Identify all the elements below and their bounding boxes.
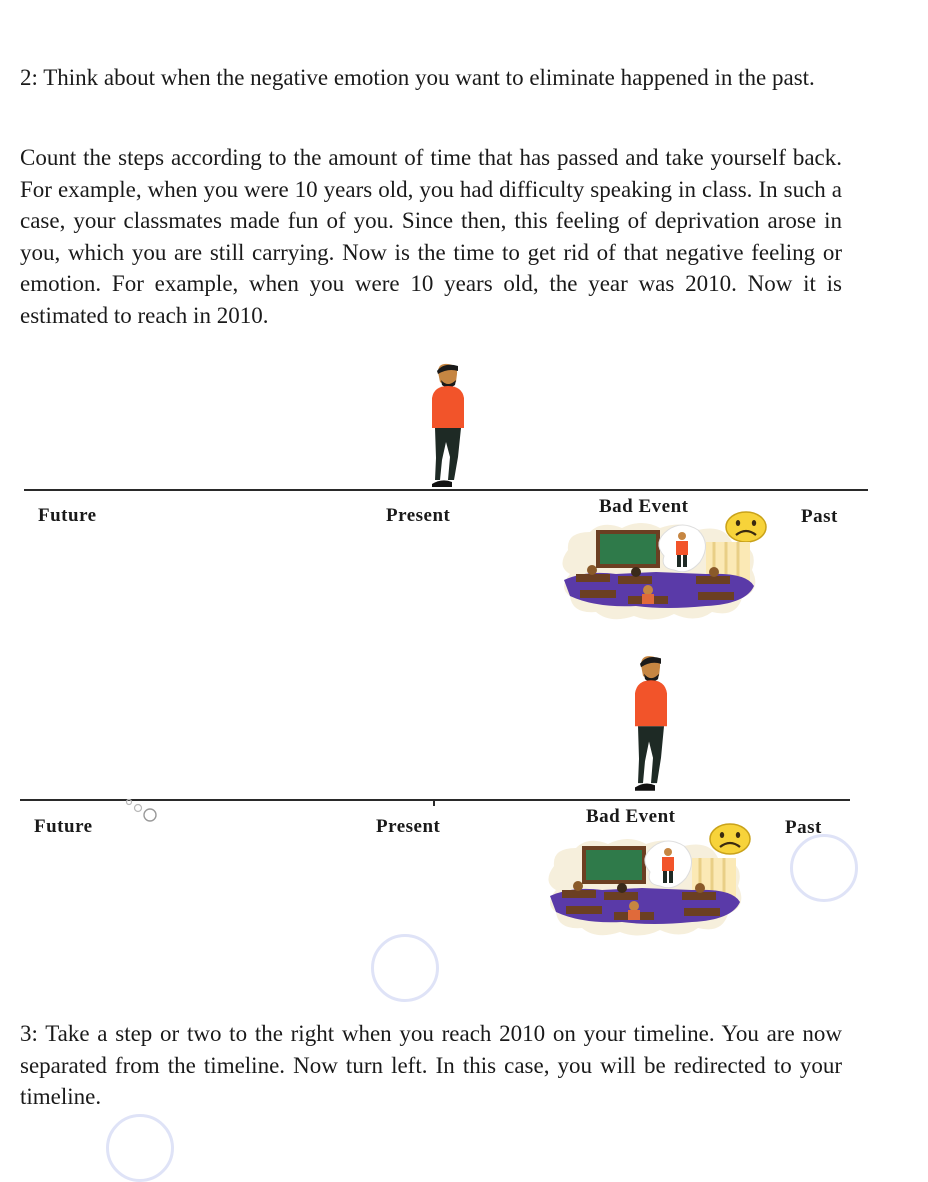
step3-text: 3: Take a step or two to the right when you reach 2010 on your timeline. You are now separated from the timeline. Now turn left. In this case, you will be redirected to your timeline. [20, 1021, 842, 1109]
past-label: Past [801, 506, 838, 527]
future-label: Future [38, 505, 97, 526]
present-label: Present [376, 816, 441, 837]
past-label: Past [785, 817, 822, 838]
classroom-memory-illustration [556, 520, 762, 622]
step2-heading: 2: Think about when the negative emotion you want to eliminate happened in the past. [20, 65, 815, 90]
person-figure [432, 364, 464, 487]
thought-bubble-icon [124, 797, 160, 823]
future-label: Future [34, 816, 93, 837]
person-figure [635, 656, 667, 791]
decorative-circle [371, 934, 439, 1002]
decorative-circle [106, 1114, 174, 1182]
bad-event-label: Bad Event [599, 496, 689, 517]
person-past-figure [627, 654, 675, 794]
person-present-figure [424, 362, 472, 490]
bad-event-label: Bad Event [586, 806, 676, 827]
step2-body: Count the steps according to the amount of time that has passed and take yourself back. For example, when you were 10 years old, you had difficulty speaking in class. In such a case, your classmates made fun of you. Since then, this feeling of deprivation arose in you, which you are still carrying. Now is the time to get rid of that negative feeling or emotion. For example, when you were 10 years old, the year was 2010. Now it is estimated to reach in 2010. [20, 145, 842, 328]
decorative-circle [790, 834, 858, 902]
classroom-memory-illustration [542, 834, 748, 940]
present-tick [433, 799, 435, 806]
timeline-line [24, 489, 868, 491]
present-label: Present [386, 505, 451, 526]
